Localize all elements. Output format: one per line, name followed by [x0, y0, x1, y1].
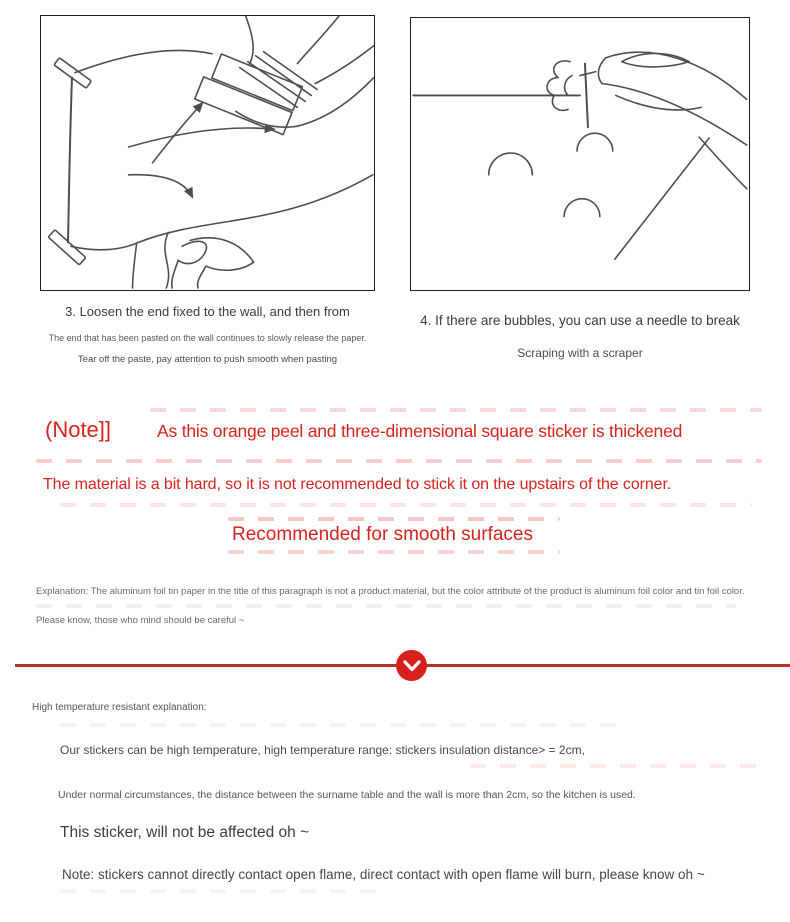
high-temp-line-3: This sticker, will not be affected oh ~: [60, 824, 310, 841]
translation-artifact-row: [150, 408, 762, 412]
translation-artifact-row: [228, 550, 560, 554]
chevron-down-icon: [402, 659, 422, 673]
step4-caption-line1: 4. If there are bubbles, you can use a needle to break: [420, 313, 740, 328]
material-explanation-line-1: Explanation: The aluminum foil tin paper in the title of this paragraph is not a product material, but the color attribute of the product is aluminum foil color and tin foil color.: [36, 586, 745, 597]
high-temp-line-1: Our stickers can be high temperature, high temperature range: stickers insulation distance> = 2cm,: [60, 743, 585, 757]
high-temp-line-4: Note: stickers cannot directly contact open flame, direct contact with open flame will burn, please know oh ~: [62, 867, 705, 882]
divider-badge: [396, 650, 427, 681]
translation-artifact-row: [470, 764, 760, 768]
material-explanation-line-2: Please know, those who mind should be careful ~: [36, 615, 245, 626]
high-temp-line-2: Under normal circumstances, the distance between the surname table and the wall is more than 2cm, so the kitchen is used.: [58, 789, 636, 801]
note-text-1: As this orange peel and three-dimensional square sticker is thickened: [157, 421, 683, 441]
translation-artifact-row: [36, 604, 736, 608]
figure-step-3: [40, 15, 375, 365]
translation-artifact-row: [60, 723, 620, 727]
translation-artifact-row: [228, 517, 560, 521]
translation-artifact-row: [36, 459, 762, 463]
note-line-1: [45, 417, 765, 443]
figure-step-4: [410, 17, 750, 360]
step3-caption-line2: The end that has been pasted on the wall continues to slowly release the paper.: [48, 333, 367, 343]
translation-artifact-row: [60, 889, 380, 893]
step3-caption-line3: Tear off the paste, pay attention to push smooth when pasting: [77, 354, 338, 365]
translation-artifact-row: [60, 503, 752, 507]
note-label: (Note]]: [45, 417, 112, 442]
needle-popping-bubbles-illustration: [410, 17, 750, 291]
squeegee-smoothing-wallpaper-illustration: [40, 15, 375, 291]
note-line-2: The material is a bit hard, so it is not recommended to stick it on the upstairs of the corner.: [43, 476, 672, 493]
step4-caption-line2: Scraping with a scraper: [517, 346, 643, 360]
step3-caption-line1: 3. Loosen the end fixed to the wall, and then from: [65, 304, 350, 319]
high-temp-title: High temperature resistant explanation:: [32, 702, 207, 713]
note-line-3: Recommended for smooth surfaces: [232, 524, 533, 545]
